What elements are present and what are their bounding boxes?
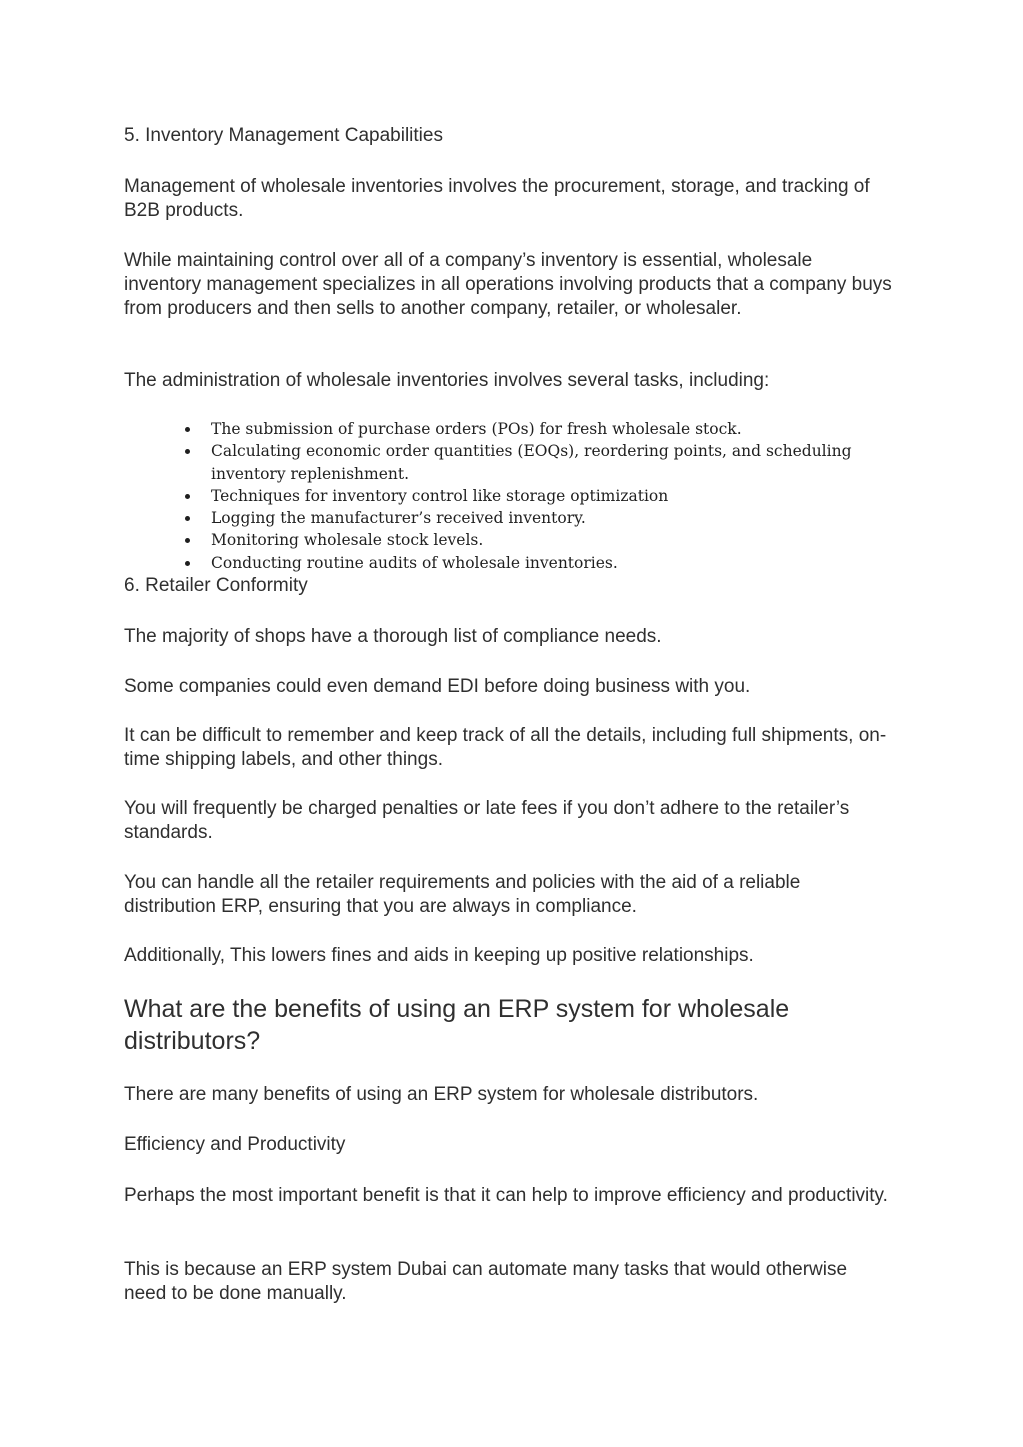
section-6-paragraph-5: You can handle all the retailer requirements and policies with the aid of a reliable distribution ERP, ensuring that you are always in compliance. bbox=[124, 872, 801, 917]
inventory-task-list bbox=[176, 418, 876, 574]
benefits-paragraph-2: Perhaps the most important benefit is that it can help to improve efficiency and productivity. bbox=[124, 1185, 888, 1206]
list-item-text: Calculating economic order quantities (EOQs), reordering points, and scheduling inventory replenishment. bbox=[211, 442, 852, 483]
section-6-paragraph-6: Additionally, This lowers fines and aids in keeping up positive relationships. bbox=[124, 945, 754, 966]
list-item-text: Logging the manufacturer’s received inventory. bbox=[211, 509, 586, 528]
section-6-paragraph-1: The majority of shops have a thorough list of compliance needs. bbox=[124, 626, 662, 647]
section-5-paragraph-2: While maintaining control over all of a company’s inventory is essential, wholesale inventory management specializes in all operations involving products that a company buys from producers and then sells to another company, retailer, or wholesaler. bbox=[124, 250, 892, 319]
efficiency-subheading: Efficiency and Productivity bbox=[124, 1134, 346, 1155]
list-item-text: Conducting routine audits of wholesale inventories. bbox=[211, 553, 618, 572]
list-item bbox=[176, 440, 876, 485]
list-item bbox=[176, 529, 876, 551]
section-6-heading: 6. Retailer Conformity bbox=[124, 575, 308, 596]
list-item-text: Techniques for inventory control like storage optimization bbox=[211, 486, 669, 505]
section-5-heading: 5. Inventory Management Capabilities bbox=[124, 125, 443, 146]
bullet-dot bbox=[185, 538, 190, 543]
benefits-paragraph-1: There are many benefits of using an ERP system for wholesale distributors. bbox=[124, 1084, 759, 1105]
benefits-paragraph-3: This is because an ERP system Dubai can automate many tasks that would otherwise need to be done manually. bbox=[124, 1259, 848, 1304]
bullet-dot bbox=[185, 561, 190, 566]
section-6-paragraph-2: Some companies could even demand EDI before doing business with you. bbox=[124, 676, 751, 697]
section-5-paragraph-1: Management of wholesale inventories involves the procurement, storage, and tracking of B2B products. bbox=[124, 176, 870, 221]
list-item-text: The submission of purchase orders (POs) for fresh wholesale stock. bbox=[211, 420, 742, 438]
list-item-text: Monitoring wholesale stock levels. bbox=[211, 531, 484, 550]
list-item bbox=[176, 485, 876, 507]
list-item bbox=[176, 552, 876, 574]
bullet-dot bbox=[185, 516, 190, 521]
list-item bbox=[176, 507, 876, 529]
section-6-paragraph-4: You will frequently be charged penalties or late fees if you don’t adhere to the retailer’s standards. bbox=[124, 798, 850, 843]
bullet-dot bbox=[185, 427, 190, 432]
benefits-heading: What are the benefits of using an ERP system for wholesale distributors? bbox=[124, 995, 790, 1055]
section-5-paragraph-3: The administration of wholesale inventories involves several tasks, including: bbox=[124, 370, 770, 391]
list-item bbox=[176, 418, 876, 440]
bullet-dot bbox=[185, 449, 190, 454]
bullet-dot bbox=[185, 494, 190, 499]
section-6-paragraph-3: It can be difficult to remember and keep track of all the details, including full shipments, on-time shipping labels, and other things. bbox=[124, 725, 887, 770]
